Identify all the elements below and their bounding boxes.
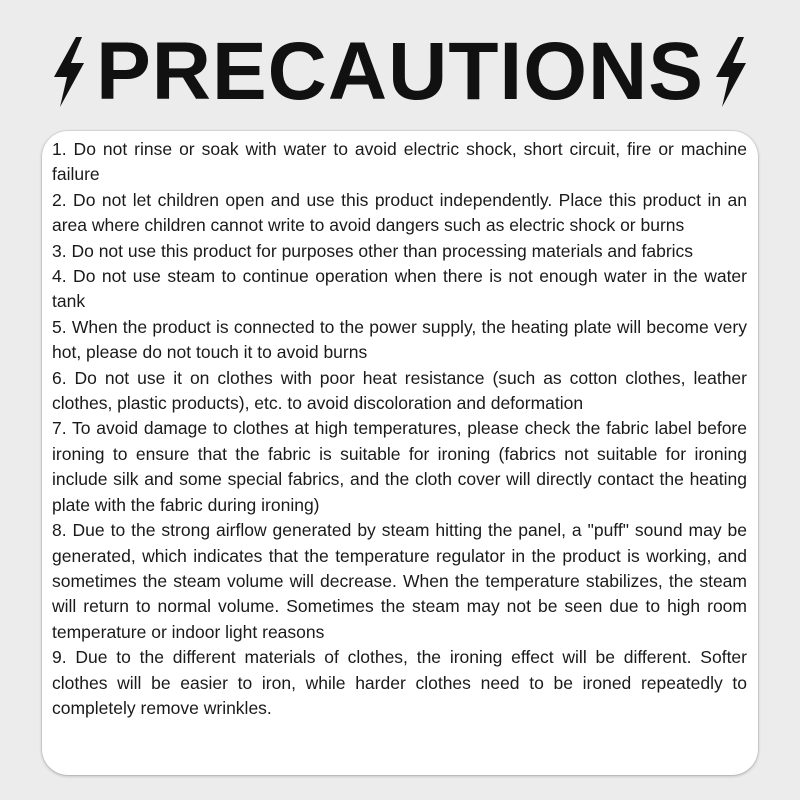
precaution-item-5: 5. When the product is connected to the power supply, the heating plate will become very hot, please do not touch it to avoid burns: [52, 316, 747, 363]
page-title: PRECAUTIONS: [96, 26, 704, 117]
precaution-item-6: 6. Do not use it on clothes with poor heat resistance (such as cotton clothes, leather clothes, plastic products), etc. to avoid discoloration and deformation: [52, 367, 747, 414]
precaution-item-9: 9. Due to the different materials of clothes, the ironing effect will be different. Softer clothes will be easier to iron, while harder clothes need to be ironed repeatedly to completely remove wrinkles.: [52, 647, 747, 718]
precautions-card: [42, 131, 758, 775]
precautions-list: [52, 137, 747, 721]
lightning-bolt-icon: [714, 37, 748, 107]
precaution-item-3: 3. Do not use this product for purposes other than processing materials and fabrics: [52, 240, 694, 261]
precaution-item-8: 8. Due to the strong airflow generated by steam hitting the panel, a "puff" sound may be generated, which indicates that the temperature regulator in the product is working, and sometimes the steam volume will decrease. When the temperature stabilizes, the steam will return to normal volume. Sometimes the steam may not be seen due to high room temperature or indoor light reasons: [52, 520, 747, 642]
header: [0, 22, 800, 122]
precaution-item-4: 4. Do not use steam to continue operation when there is not enough water in the water tank: [52, 266, 747, 312]
precaution-item-7: 7. To avoid damage to clothes at high temperatures, please check the fabric label before ironing to ensure that the fabric is suitable for ironing (fabrics not suitable for ironing include silk and some special fabrics, and the cloth cover will directly contact the heating plate with the fabric during ironing): [52, 418, 747, 515]
precaution-item-1: 1. Do not rinse or soak with water to avoid electric shock, short circuit, fire or machine failure: [52, 139, 747, 185]
precaution-item-2: 2. Do not let children open and use this product independently. Place this product in an area where children cannot write to avoid dangers such as electric shock or burns: [52, 189, 747, 236]
lightning-bolt-icon: [52, 37, 86, 107]
